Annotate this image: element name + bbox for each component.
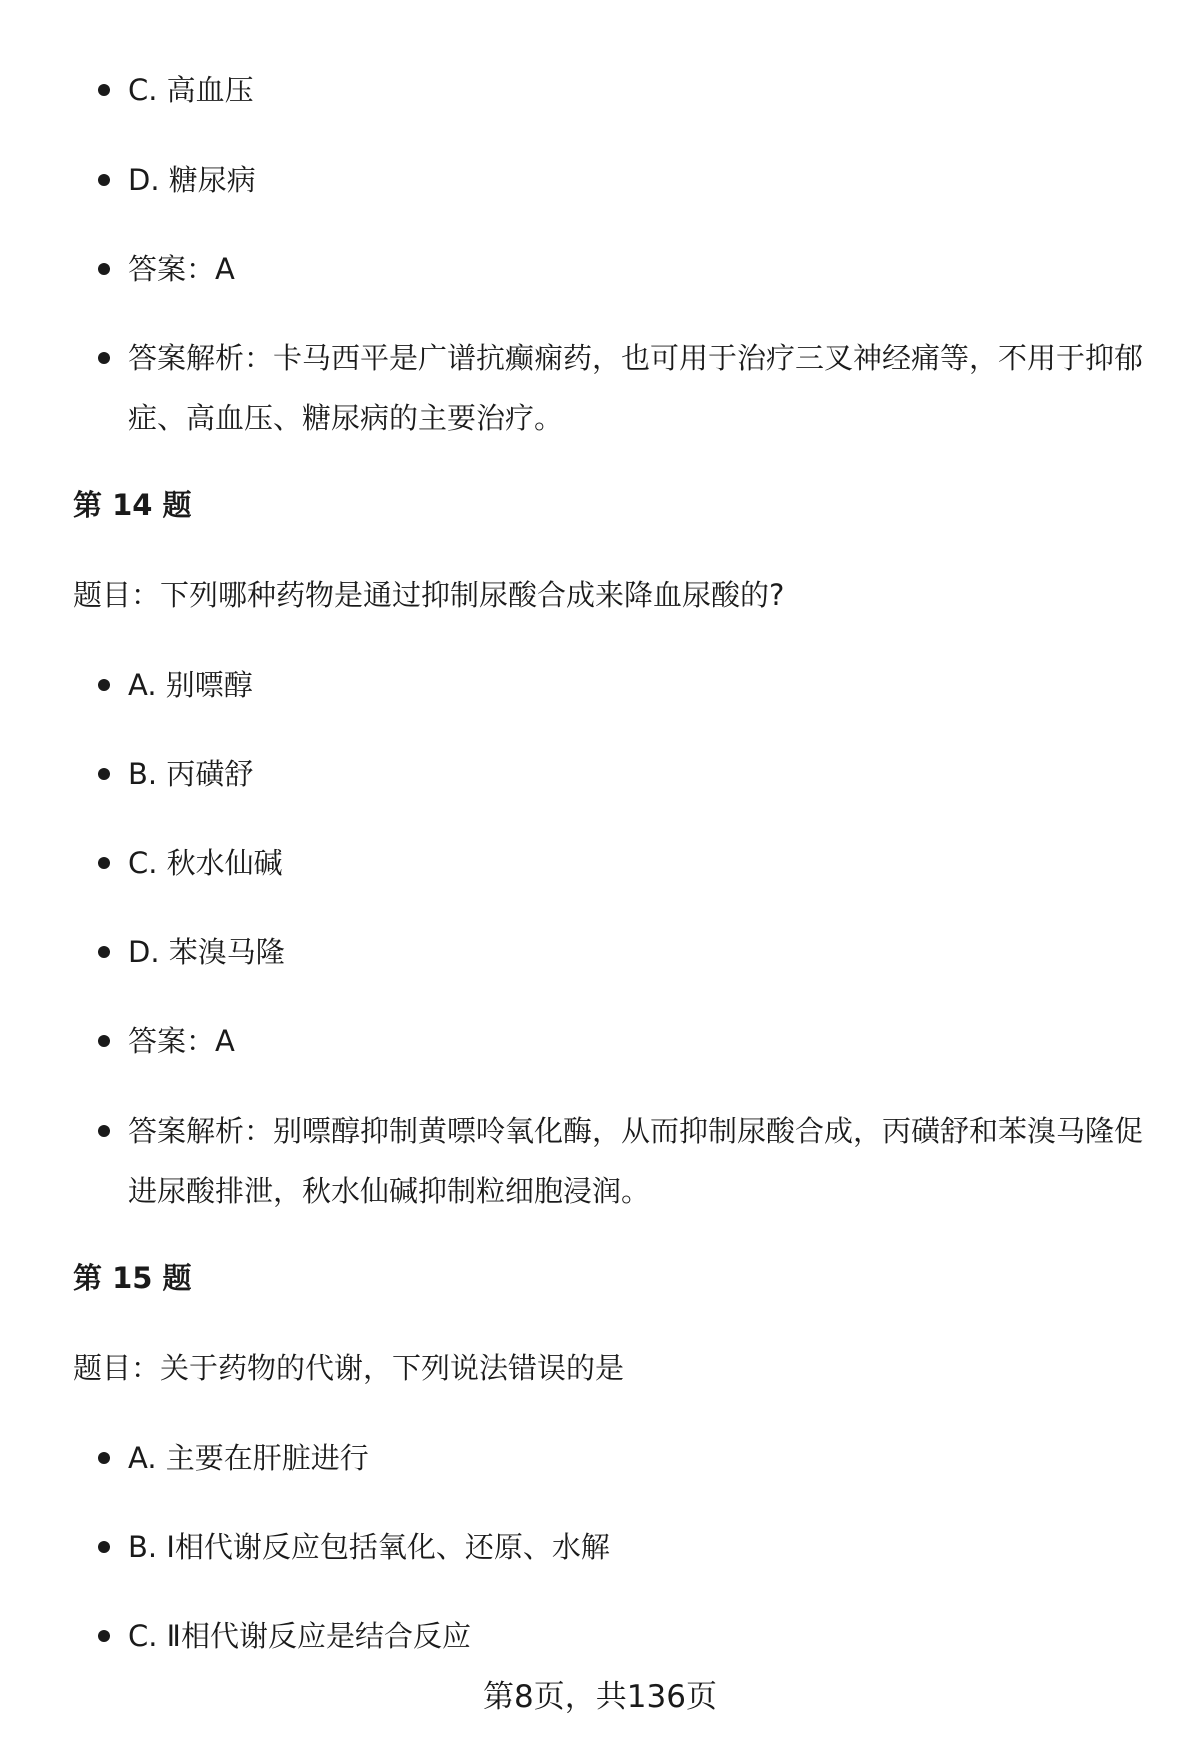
q15-option-b [128, 1517, 1148, 1577]
bullet-dot-icon [98, 352, 110, 364]
explanation-text: 答案解析：卡马西平是广谱抗癫痫药，也可用于治疗三叉神经痛等，不用于抑郁症、高血压、糖尿病的主要治疗。 [128, 341, 1144, 435]
option-text: D. 苯溴马隆 [128, 935, 285, 969]
bullet-dot-icon [98, 1452, 110, 1464]
option-text: C. Ⅱ相代谢反应是结合反应 [128, 1619, 471, 1653]
bullet-dot-icon [98, 946, 110, 958]
bullet-dot-icon [98, 1541, 110, 1553]
bullet-dot-icon [98, 84, 110, 96]
q14-heading: 第 14 题 [73, 488, 192, 522]
q14-answer [128, 1011, 1148, 1071]
q13-explanation [128, 328, 1148, 448]
answer-text: 答案：A [128, 1024, 235, 1058]
explanation-text: 答案解析：别嘌醇抑制黄嘌呤氧化酶，从而抑制尿酸合成，丙磺舒和苯溴马隆促进尿酸排泄，秋水仙碱抑制粒细胞浸润。 [128, 1114, 1144, 1208]
q14-option-b [128, 744, 1148, 804]
q15-option-a [128, 1428, 1148, 1488]
q13-option-d [128, 150, 1148, 210]
q13-option-c [128, 60, 1148, 120]
bullet-dot-icon [98, 857, 110, 869]
q14-option-d [128, 922, 1148, 982]
option-text: A. 主要在肝脏进行 [128, 1441, 369, 1475]
bullet-dot-icon [98, 1630, 110, 1642]
option-text: B. 丙磺舒 [128, 757, 254, 791]
bullet-dot-icon [98, 174, 110, 186]
option-text: C. 高血压 [128, 73, 254, 107]
bullet-dot-icon [98, 768, 110, 780]
page-number-footer: 第8页，共136页 [483, 1679, 717, 1715]
bullet-dot-icon [98, 679, 110, 691]
q15-question: 题目：关于药物的代谢，下列说法错误的是 [73, 1351, 625, 1385]
q13-answer [128, 239, 1148, 299]
q14-explanation [128, 1101, 1148, 1221]
q15-option-c [128, 1606, 1148, 1666]
bullet-dot-icon [98, 1035, 110, 1047]
option-text: D. 糖尿病 [128, 163, 256, 197]
q14-question: 题目：下列哪种药物是通过抑制尿酸合成来降血尿酸的? [73, 578, 785, 612]
q14-option-c [128, 833, 1148, 893]
option-text: C. 秋水仙碱 [128, 846, 283, 880]
q14-option-a [128, 655, 1148, 715]
bullet-dot-icon [98, 1125, 110, 1137]
bullet-dot-icon [98, 263, 110, 275]
q15-heading: 第 15 题 [73, 1261, 192, 1295]
answer-text: 答案：A [128, 252, 235, 286]
option-text: B. Ⅰ相代谢反应包括氧化、还原、水解 [128, 1530, 610, 1564]
option-text: A. 别嘌醇 [128, 668, 253, 702]
